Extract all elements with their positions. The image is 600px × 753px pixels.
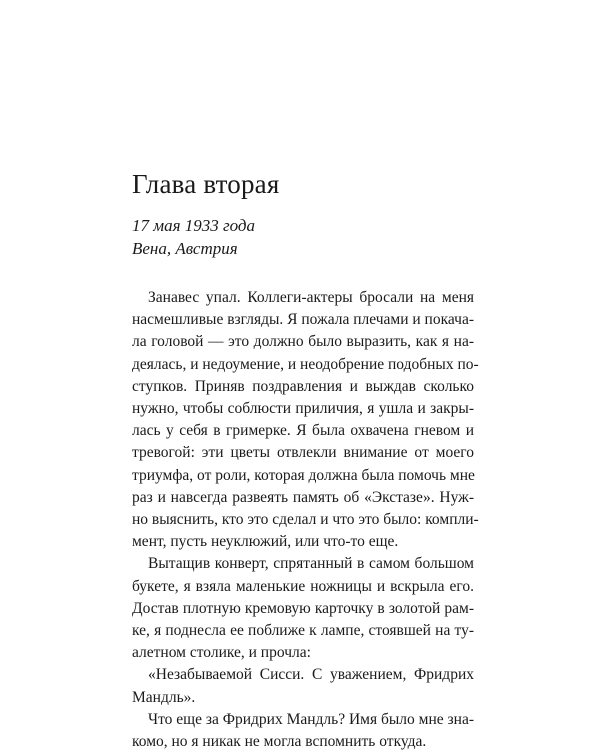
text-line: деялась, и недоумение, и неодобрение подобных по- bbox=[132, 355, 479, 373]
text-line: Что еще за Фридрих Мандль? Имя было мне зна- bbox=[148, 710, 474, 728]
chapter-place: Вена, Австрия bbox=[132, 239, 238, 258]
text-line: ступков. Приняв поздравления и выждав сколько bbox=[132, 377, 474, 395]
text-line: Достав плотную кремовую карточку в золотой рам- bbox=[132, 599, 474, 617]
text-line: Занавес упал. Коллеги-актеры бросали на меня bbox=[148, 289, 474, 306]
text-line: ла головой — это должно было выразить, как я на- bbox=[132, 333, 474, 351]
text-line: Мандль». bbox=[132, 688, 196, 706]
text-line: насмешливые взгляды. Я пожала плечами и покача- bbox=[132, 311, 474, 329]
text-line: «Незабываемой Сисси. С уважением, Фридрих bbox=[148, 666, 474, 684]
chapter-date: 17 мая 1933 года bbox=[132, 216, 256, 235]
text-line: комо, но я никак не могла вспомнить откуда. bbox=[132, 733, 427, 751]
text-line: ке, я поднесла ее поближе к лампе, стоявшей на ту- bbox=[132, 622, 474, 640]
text-line: но выяснить, кто это сделал и что это было: компли- bbox=[132, 511, 479, 529]
text-line: мент, пусть неуклюжий, или что-то еще. bbox=[132, 533, 399, 551]
text-line: раз и навсегда развеять память об «Экстазе». Нуж- bbox=[132, 488, 474, 506]
chapter-title: Глава вторая bbox=[132, 169, 280, 199]
text-line: лась у себя в гримерке. Я была охвачена гневом и bbox=[132, 422, 474, 440]
text-line: нужно, чтобы соблюсти приличия, я ушла и закры- bbox=[132, 400, 474, 418]
text-line: тревогой: эти цветы отвлекли внимание от моего bbox=[132, 444, 474, 462]
text-line: Вытащив конверт, спрятанный в самом большом bbox=[148, 555, 474, 573]
body-text bbox=[132, 287, 479, 753]
text-line: алетном столике, и прочла: bbox=[132, 644, 311, 662]
chapter-epigraph bbox=[132, 214, 255, 260]
text-line: букете, я взяла маленькие ножницы и вскрыла его. bbox=[132, 577, 474, 595]
text-line: триумфа, от роли, которая должна была помочь мне bbox=[132, 466, 475, 484]
